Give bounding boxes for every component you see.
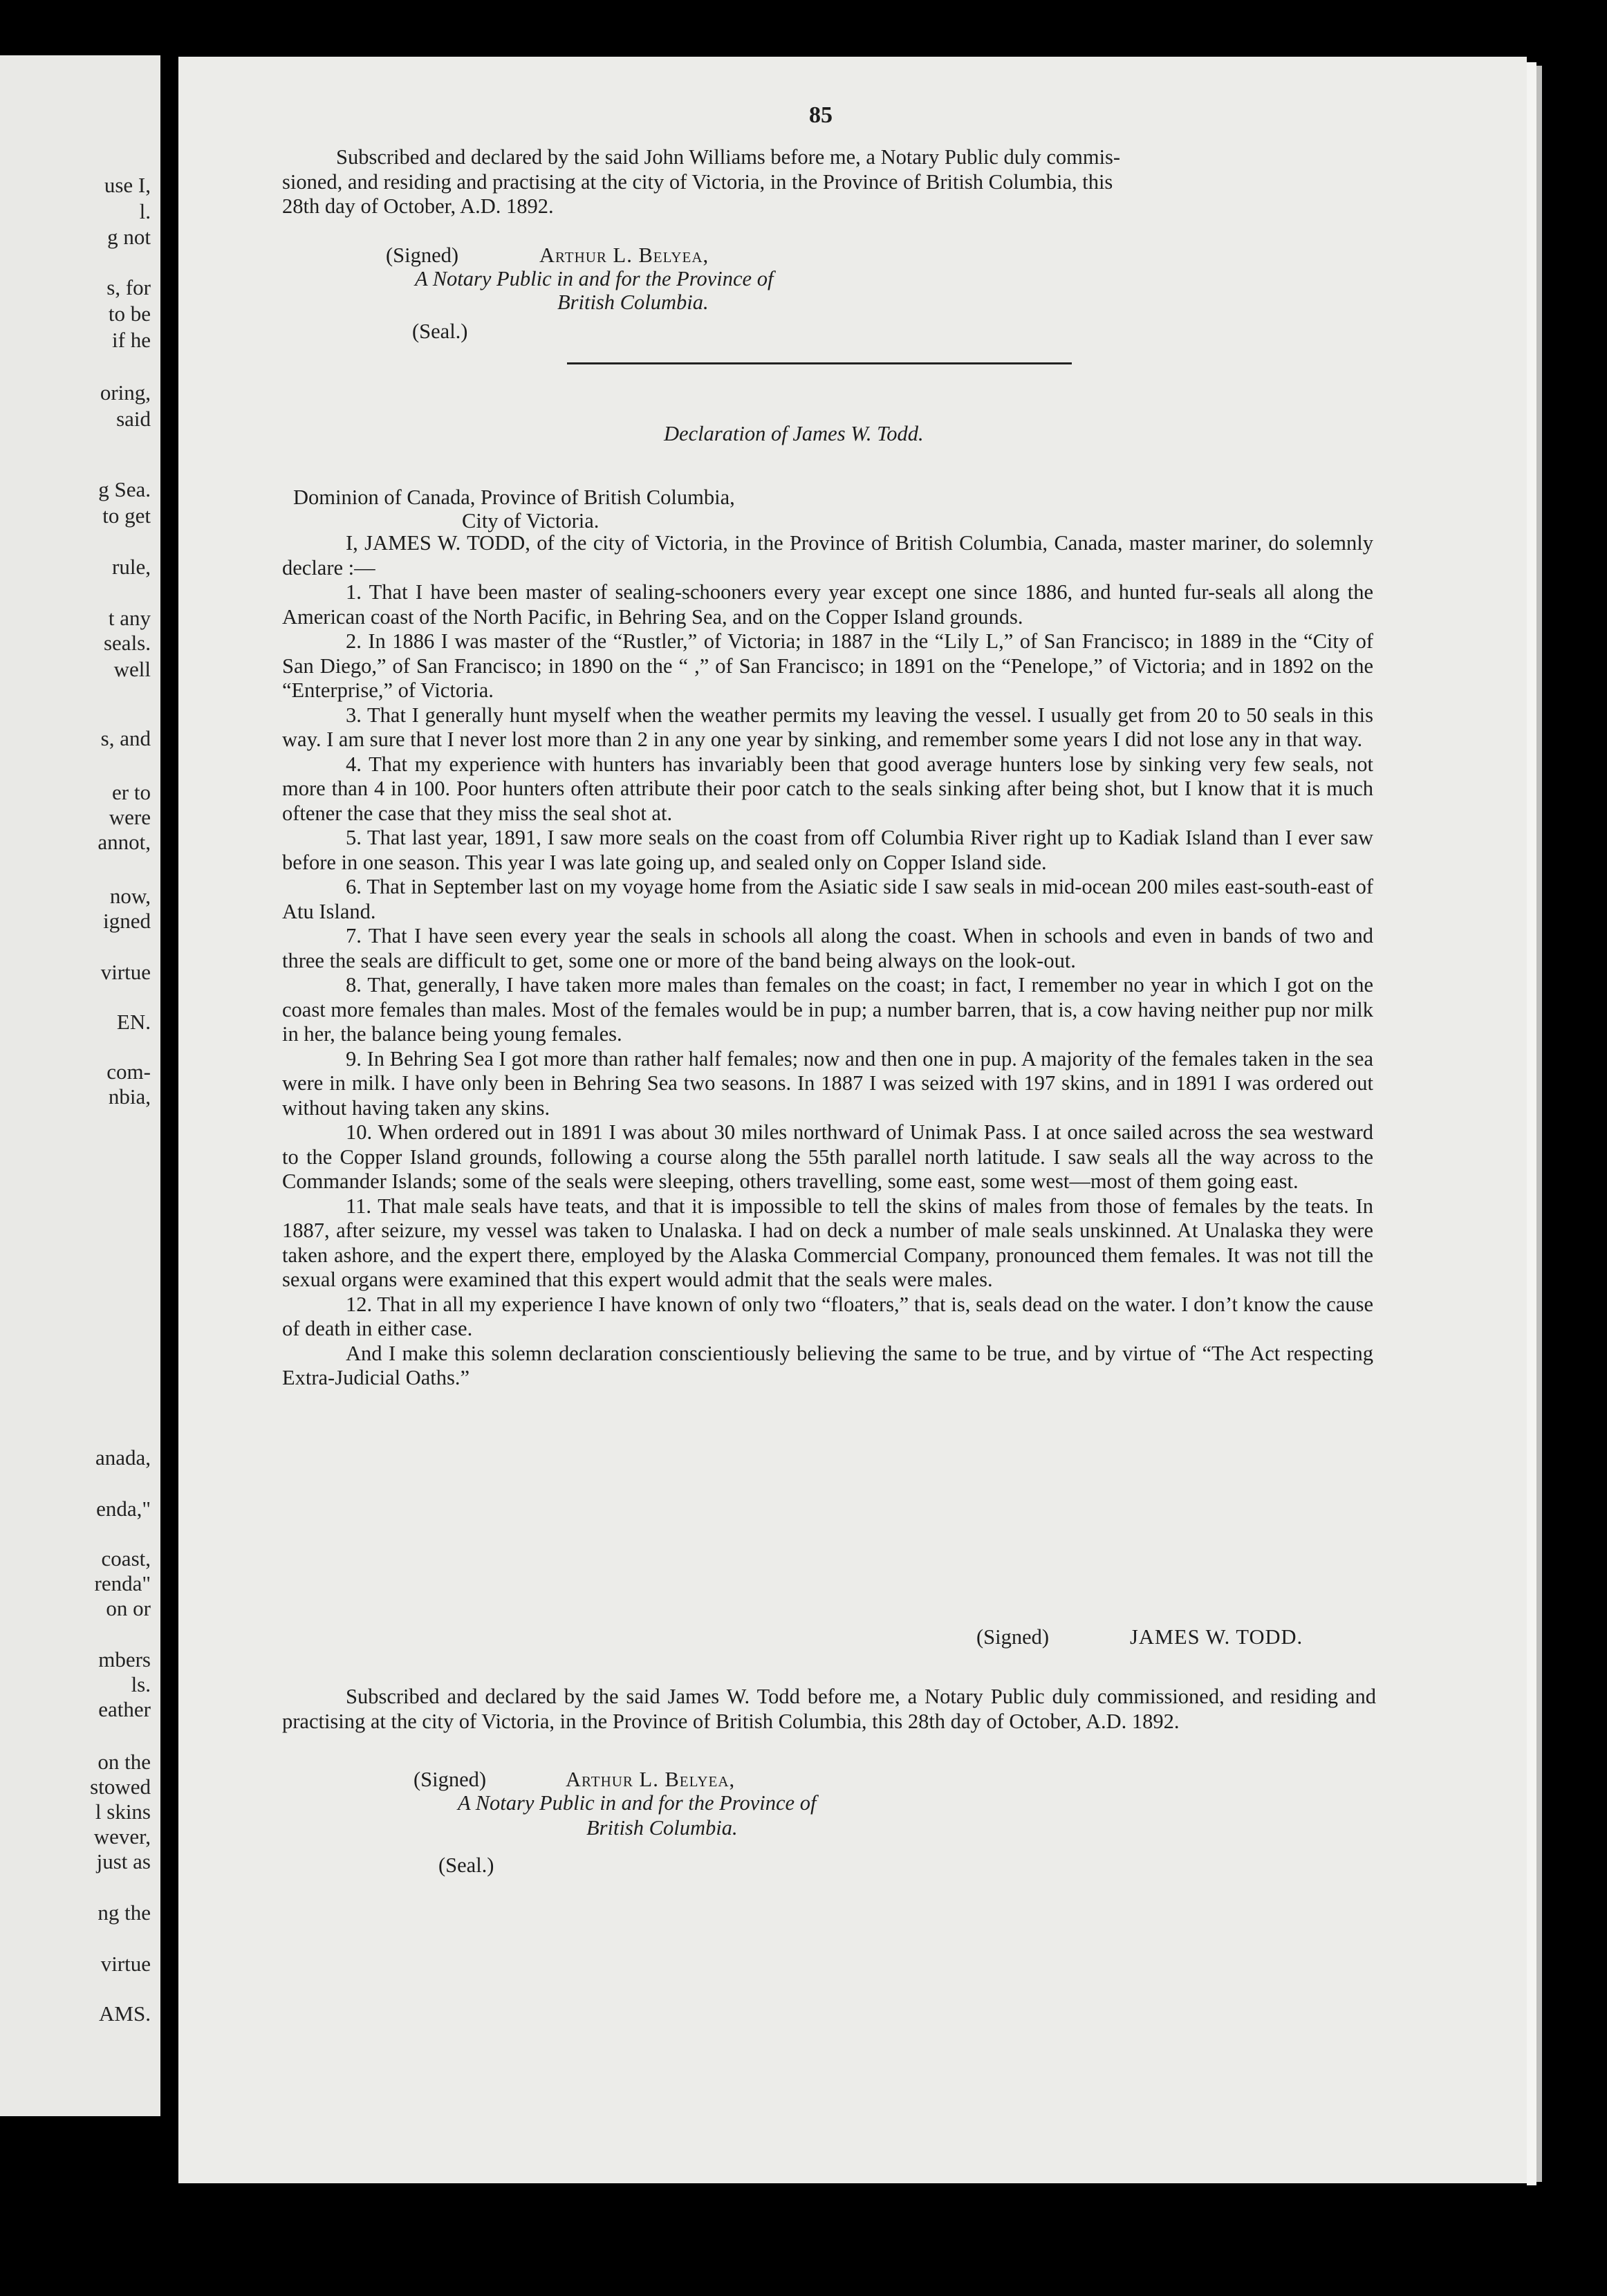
venue-line: City of Victoria. bbox=[462, 509, 600, 533]
left-page-fragment: ls. bbox=[131, 1672, 151, 1696]
declaration-paragraph: 6. That in September last on my voyage home from the Asiatic side I saw seals in mid-ocean 200 miles east-south-east of Atu Island. bbox=[282, 875, 1373, 923]
declaration-paragraph: 1. That I have been master of sealing-schooners every year except one since 1886, and hunted fur-seals all along the American coast of the North Pacific, in Behring Sea, and on the Copper Island grounds. bbox=[282, 580, 1373, 629]
left-page-fragment: igned bbox=[103, 909, 151, 933]
left-page-fragment: use I, bbox=[104, 173, 151, 197]
left-page-fragment: virtue bbox=[100, 960, 151, 984]
left-page-fragment: s, for bbox=[106, 275, 151, 299]
left-page-fragment: stowed bbox=[90, 1775, 151, 1799]
left-page-fragment: rule, bbox=[112, 555, 151, 579]
left-page-fragment: ng the bbox=[97, 1900, 151, 1925]
left-page-fragment: seals. bbox=[103, 631, 151, 655]
left-page-fragment: annot, bbox=[97, 830, 151, 854]
left-page-fragment: s, and bbox=[100, 726, 151, 750]
declaration-paragraph: 4. That my experience with hunters has invariably been that good average hunters lose by sinking very few seals, not more than 4 in 100. Poor hunters often attribute their poor catch to the seals sinking after being shot, but I know that it is much oftener the case that they miss the seal shot at. bbox=[282, 752, 1373, 825]
notary-name: Arthur L. Belyea, bbox=[539, 243, 709, 267]
left-page-fragment: enda," bbox=[96, 1497, 151, 1521]
seal-label: (Seal.) bbox=[412, 320, 468, 343]
jurat-line: 28th day of October, A.D. 1892. bbox=[282, 194, 554, 218]
left-page-fragment: oring, bbox=[100, 380, 151, 405]
left-page-fragment: l. bbox=[139, 199, 151, 223]
declarant-signature: JAMES W. TODD. bbox=[1130, 1625, 1303, 1649]
left-page-fragment: renda" bbox=[94, 1571, 151, 1595]
declaration-paragraph: 8. That, generally, I have taken more males than females on the coast; in fact, I remember no year in which I got on the coast more females than males. Most of the females would be in pup; a number barren, that is, a cow having neither pup nor milk in her, the balance being young females. bbox=[282, 973, 1373, 1046]
left-page-fragment: on the bbox=[97, 1750, 151, 1774]
declaration-paragraph: 7. That I have seen every year the seals in schools all along the coast. When in schools and even in bands of two and three the seals are difficult to get, some one or more of the band being always on the look-out. bbox=[282, 924, 1373, 972]
left-page-fragment: t any bbox=[108, 606, 151, 630]
declaration-paragraph: 10. When ordered out in 1891 I was about 30 miles northward of Unimak Pass. I at once sailed across the sea westward to the Copper Island grounds, following a course along the 55th parallel north latitude. I saw seals all the way across to the Commander Islands; some of the seals were sleeping, others travelling, some east, some west—most of them going east. bbox=[282, 1120, 1373, 1193]
left-page-fragment: eather bbox=[98, 1697, 151, 1721]
section-divider bbox=[567, 362, 1072, 364]
left-page-fragment: g not bbox=[107, 225, 151, 249]
left-page-fragment: coast, bbox=[101, 1546, 151, 1571]
left-page-fragment: er to bbox=[112, 780, 151, 804]
page-edge-shadow bbox=[1536, 66, 1542, 2182]
left-page-fragment: g Sea. bbox=[98, 477, 151, 501]
left-page-fragment: nbia, bbox=[108, 1084, 151, 1109]
left-page-fragment: to get bbox=[102, 503, 151, 528]
jurat-text: Subscribed and declared by the said James W. Todd before me, a Notary Public duly commissioned, and residing and practising at the city of Victoria, in the Province of British Columbia, this 28th day of October, A.D. 1892. bbox=[282, 1685, 1376, 1733]
left-page-fragment: l skins bbox=[95, 1799, 151, 1824]
declaration-paragraph: 2. In 1886 I was master of the “Rustler,” of Victoria; in 1887 in the “Lily L,” of San Francisco; in 1889 in the “City of San Diego,” of San Francisco; in 1890 on the “ ,” of San Francisco; in 1891 on the “Penelope,” of Victoria; and in 1892 on the “Enterprise,” of Victoria. bbox=[282, 629, 1373, 702]
left-page-fragment: to be bbox=[108, 302, 151, 326]
left-page-fragment: AMS. bbox=[99, 2001, 151, 2026]
notary-name: Arthur L. Belyea, bbox=[566, 1768, 736, 1791]
signed-label: (Signed) bbox=[386, 243, 459, 267]
venue-line: Dominion of Canada, Province of British Columbia, bbox=[293, 485, 735, 509]
declaration-paragraph: 11. That male seals have teats, and that it is impossible to tell the skins of males from those of females by the teats. In 1887, after seizure, my vessel was taken to Unalaska. I had on deck a number of male seals unskinned. At Unalaska they were taken ashore, and the expert there, employed by the Alaska Commercial Company, pronounced them females. It was not till the sexual organs were examined that this expert would admit that the seals were males. bbox=[282, 1194, 1373, 1291]
declarant-signed-label: (Signed) bbox=[976, 1625, 1050, 1649]
first-jurat bbox=[282, 145, 1373, 219]
notary-title: A Notary Public in and for the Province of bbox=[415, 267, 774, 290]
left-page-fragment: com- bbox=[106, 1059, 151, 1084]
left-facing-page bbox=[0, 55, 160, 2116]
jurat-line: Subscribed and declared by the said John Williams before me, a Notary Public duly commis- bbox=[336, 145, 1121, 169]
declaration-paragraph: And I make this solemn declaration conscientiously believing the same to be true, and by virtue of “The Act respecting Extra-Judicial Oaths.” bbox=[282, 1341, 1373, 1389]
declaration-paragraph: 9. In Behring Sea I got more than rather half females; now and then one in pup. A majority of the females taken in the sea were in milk. I have only been in Behring Sea two seasons. In 1887 I was seized with 197 skins, and in 1891 I was ordered out without having taken any skins. bbox=[282, 1046, 1373, 1120]
left-page-fragment: EN. bbox=[116, 1010, 151, 1034]
left-page-fragment: were bbox=[109, 805, 151, 829]
left-page-fragment: virtue bbox=[100, 1952, 151, 1976]
left-page-fragment: on or bbox=[106, 1596, 151, 1620]
declaration-heading: Declaration of James W. Todd. bbox=[664, 422, 924, 445]
page-number: 85 bbox=[809, 102, 833, 128]
left-page-fragment: wever, bbox=[93, 1824, 151, 1849]
left-page-fragment: well bbox=[113, 657, 151, 681]
left-page-fragment: said bbox=[116, 407, 151, 431]
page-edge bbox=[1527, 62, 1536, 2185]
seal-label: (Seal.) bbox=[438, 1853, 494, 1877]
left-page-fragment: now, bbox=[109, 884, 151, 908]
left-page-fragment: just as bbox=[96, 1849, 151, 1873]
left-page-fragment: mbers bbox=[98, 1647, 151, 1672]
notary-title: A Notary Public in and for the Province of bbox=[458, 1791, 817, 1815]
left-page-fragment: if he bbox=[112, 328, 151, 352]
declaration-paragraph: 3. That I generally hunt myself when the weather permits my leaving the vessel. I usually get from 20 to 50 seals in this way. I am sure that I never lost more than 2 in any one year by sinking, and remember some years I did not lose any in that way. bbox=[282, 703, 1373, 751]
left-page-fragment: anada, bbox=[95, 1445, 151, 1470]
declaration-paragraph: 5. That last year, 1891, I saw more seals on the coast from off Columbia River right up to Kadiak Island than I ever saw before in one season. This year I was late going up, and sealed only on Copper Island side. bbox=[282, 826, 1373, 874]
declaration-paragraph: I, JAMES W. TODD, of the city of Victoria, in the Province of British Columbia, Canada, master mariner, do solemnly declare :— bbox=[282, 531, 1373, 580]
second-jurat bbox=[282, 1685, 1376, 1734]
notary-title: British Columbia. bbox=[586, 1816, 738, 1840]
declaration-body bbox=[282, 531, 1373, 1391]
declaration-paragraph: 12. That in all my experience I have known of only two “floaters,” that is, seals dead on the water. I don’t know the cause of death in either case. bbox=[282, 1292, 1373, 1340]
jurat-line: sioned, and residing and practising at the city of Victoria, in the Province of British Columbia, this bbox=[282, 169, 1113, 194]
notary-title: British Columbia. bbox=[557, 290, 709, 314]
signed-label: (Signed) bbox=[414, 1768, 487, 1791]
